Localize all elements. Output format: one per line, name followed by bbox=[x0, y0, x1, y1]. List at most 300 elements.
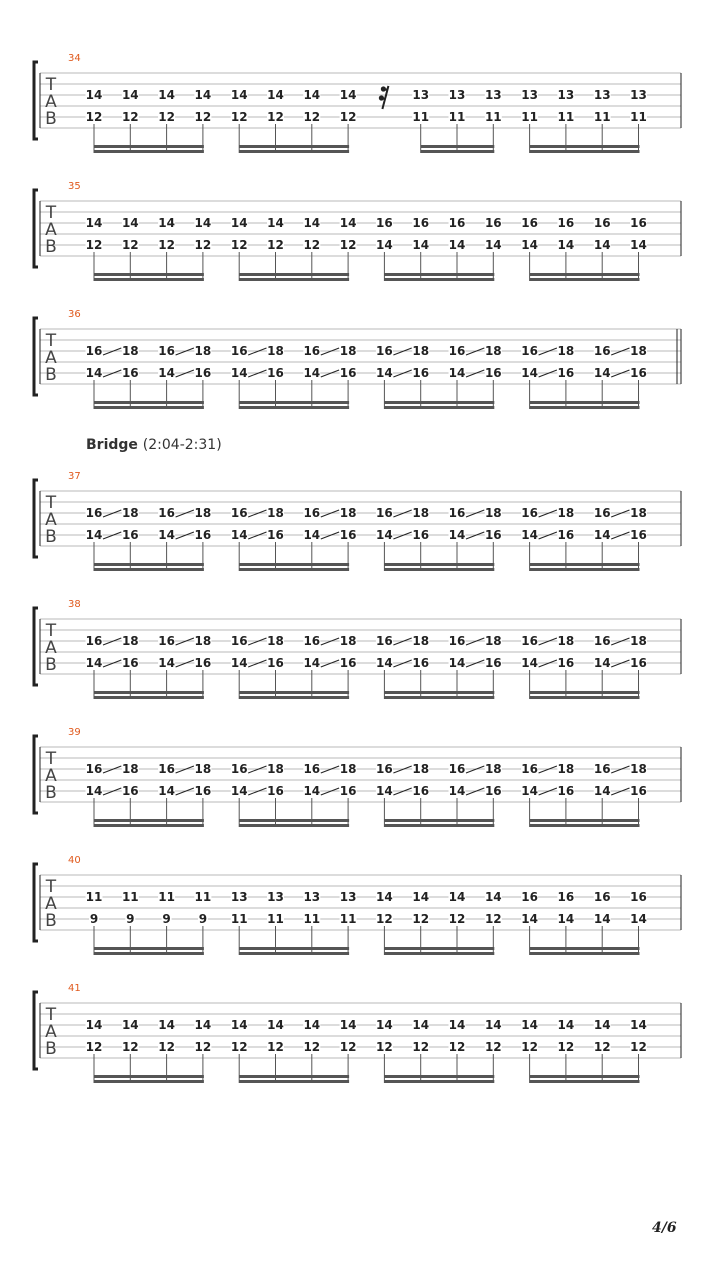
beam bbox=[384, 406, 494, 409]
fret-number: 16 bbox=[194, 528, 212, 542]
beam bbox=[384, 1080, 494, 1083]
tab-system bbox=[34, 855, 681, 955]
measure-number: 38 bbox=[68, 599, 81, 610]
fret-number: 13 bbox=[521, 88, 538, 102]
fret-number: 14 bbox=[121, 216, 139, 230]
tab-clef-b: B bbox=[45, 365, 57, 385]
fret-number: 14 bbox=[303, 216, 321, 230]
fret-number: 16 bbox=[85, 506, 103, 520]
beam bbox=[94, 1080, 204, 1083]
measure-number: 35 bbox=[68, 181, 81, 192]
fret-number: 14 bbox=[267, 1018, 284, 1032]
fret-number: 13 bbox=[339, 890, 357, 904]
fret-number: 14 bbox=[448, 238, 466, 252]
fret-number: 18 bbox=[339, 506, 357, 520]
fret-number: 16 bbox=[557, 890, 575, 904]
fret-number: 13 bbox=[557, 88, 575, 102]
beam bbox=[530, 691, 640, 694]
fret-number: 14 bbox=[593, 366, 611, 380]
fret-number: 14 bbox=[448, 1018, 466, 1032]
fret-number: 11 bbox=[85, 890, 103, 904]
tab-system bbox=[34, 181, 681, 281]
fret-number: 14 bbox=[267, 216, 284, 230]
fret-number: 16 bbox=[484, 528, 502, 542]
system-bracket bbox=[34, 62, 38, 139]
beam bbox=[239, 401, 349, 404]
tab-clef-b: B bbox=[45, 783, 57, 803]
fret-number: 16 bbox=[521, 506, 538, 520]
fret-number: 12 bbox=[339, 1040, 357, 1054]
fret-number: 12 bbox=[158, 238, 175, 252]
measure-number: 41 bbox=[68, 983, 81, 994]
fret-number: 18 bbox=[484, 506, 502, 520]
fret-number: 16 bbox=[230, 506, 248, 520]
fret-number: 11 bbox=[121, 890, 139, 904]
tab-clef-b: B bbox=[45, 527, 57, 547]
fret-number: 14 bbox=[339, 88, 357, 102]
beam bbox=[384, 273, 494, 276]
fret-number: 16 bbox=[339, 366, 357, 380]
fret-number: 14 bbox=[303, 784, 321, 798]
fret-number: 16 bbox=[521, 216, 538, 230]
beam bbox=[239, 406, 349, 409]
beam bbox=[94, 278, 204, 281]
beam bbox=[94, 568, 204, 571]
fret-number: 16 bbox=[376, 344, 393, 358]
fret-number: 14 bbox=[412, 1018, 430, 1032]
tab-clef-a: A bbox=[45, 348, 57, 368]
fret-number: 14 bbox=[521, 528, 538, 542]
tab-system bbox=[34, 599, 681, 699]
fret-number: 14 bbox=[376, 784, 393, 798]
fret-number: 12 bbox=[194, 1040, 212, 1054]
fret-number: 12 bbox=[230, 238, 248, 252]
beam bbox=[530, 563, 640, 566]
fret-number: 11 bbox=[303, 912, 321, 926]
system-bracket bbox=[34, 736, 38, 813]
fret-number: 12 bbox=[448, 912, 466, 926]
fret-number: 13 bbox=[303, 890, 321, 904]
fret-number: 16 bbox=[303, 762, 321, 776]
fret-number: 18 bbox=[412, 634, 430, 648]
measure-number: 34 bbox=[68, 53, 81, 64]
beam bbox=[239, 150, 349, 153]
fret-number: 14 bbox=[230, 366, 248, 380]
fret-number: 14 bbox=[230, 784, 248, 798]
fret-number: 18 bbox=[484, 344, 502, 358]
beam bbox=[239, 1075, 349, 1078]
fret-number: 12 bbox=[121, 1040, 139, 1054]
fret-number: 16 bbox=[448, 216, 466, 230]
fret-number: 14 bbox=[230, 656, 248, 670]
tab-system bbox=[34, 727, 681, 827]
fret-number: 16 bbox=[85, 634, 103, 648]
fret-number: 11 bbox=[557, 110, 575, 124]
fret-number: 12 bbox=[376, 1040, 393, 1054]
beam bbox=[384, 401, 494, 404]
tab-clef-b: B bbox=[45, 655, 57, 675]
fret-number: 14 bbox=[521, 366, 538, 380]
system-bracket bbox=[34, 992, 38, 1069]
fret-number: 14 bbox=[593, 238, 611, 252]
fret-number: 14 bbox=[521, 784, 538, 798]
fret-number: 14 bbox=[303, 1018, 321, 1032]
fret-number: 12 bbox=[303, 238, 321, 252]
beam bbox=[530, 952, 640, 955]
fret-number: 14 bbox=[593, 528, 611, 542]
fret-number: 18 bbox=[412, 344, 430, 358]
fret-number: 14 bbox=[557, 1018, 575, 1032]
beam bbox=[94, 819, 204, 822]
beam bbox=[384, 1075, 494, 1078]
fret-number: 12 bbox=[121, 238, 139, 252]
fret-number: 18 bbox=[630, 344, 647, 358]
fret-number: 14 bbox=[376, 528, 393, 542]
fret-number: 14 bbox=[376, 366, 393, 380]
fret-number: 18 bbox=[121, 506, 139, 520]
beam bbox=[94, 406, 204, 409]
fret-number: 14 bbox=[230, 528, 248, 542]
beam bbox=[94, 150, 204, 153]
beam bbox=[384, 278, 494, 281]
fret-number: 16 bbox=[448, 762, 466, 776]
fret-number: 14 bbox=[412, 238, 430, 252]
measure-number: 39 bbox=[68, 727, 81, 738]
fret-number: 16 bbox=[412, 656, 430, 670]
tab-system bbox=[34, 309, 681, 409]
tab-clef-a: A bbox=[45, 766, 57, 786]
fret-number: 14 bbox=[158, 88, 175, 102]
fret-number: 11 bbox=[267, 912, 284, 926]
fret-number: 16 bbox=[85, 762, 103, 776]
beam bbox=[421, 150, 495, 153]
fret-number: 12 bbox=[158, 1040, 175, 1054]
fret-number: 14 bbox=[158, 366, 175, 380]
fret-number: 14 bbox=[158, 784, 175, 798]
fret-number: 14 bbox=[85, 216, 103, 230]
fret-number: 16 bbox=[85, 344, 103, 358]
beam bbox=[239, 819, 349, 822]
fret-number: 11 bbox=[593, 110, 611, 124]
fret-number: 16 bbox=[521, 890, 538, 904]
section-title bbox=[86, 437, 222, 453]
fret-number: 14 bbox=[630, 238, 647, 252]
beam bbox=[421, 145, 495, 148]
beam bbox=[530, 824, 640, 827]
fret-number: 12 bbox=[484, 1040, 502, 1054]
fret-number: 14 bbox=[448, 890, 466, 904]
fret-number: 18 bbox=[339, 634, 357, 648]
beam bbox=[239, 145, 349, 148]
fret-number: 18 bbox=[339, 344, 357, 358]
fret-number: 9 bbox=[89, 912, 99, 926]
fret-number: 13 bbox=[412, 88, 430, 102]
fret-number: 18 bbox=[194, 344, 212, 358]
fret-number: 18 bbox=[267, 634, 284, 648]
fret-number: 11 bbox=[630, 110, 647, 124]
fret-number: 14 bbox=[484, 1018, 502, 1032]
fret-number: 16 bbox=[557, 216, 575, 230]
fret-number: 14 bbox=[303, 528, 321, 542]
fret-number: 14 bbox=[121, 1018, 139, 1032]
fret-number: 16 bbox=[158, 344, 175, 358]
fret-number: 12 bbox=[230, 110, 248, 124]
fret-number: 16 bbox=[158, 762, 175, 776]
fret-number: 12 bbox=[376, 912, 393, 926]
beam bbox=[384, 563, 494, 566]
fret-number: 12 bbox=[339, 238, 357, 252]
tab-clef-t: T bbox=[45, 75, 57, 95]
beam bbox=[94, 824, 204, 827]
beam bbox=[384, 568, 494, 571]
fret-number: 14 bbox=[557, 238, 575, 252]
beam bbox=[94, 563, 204, 566]
fret-number: 14 bbox=[521, 238, 538, 252]
fret-number: 16 bbox=[230, 344, 248, 358]
beam bbox=[239, 824, 349, 827]
fret-number: 14 bbox=[303, 88, 321, 102]
fret-number: 14 bbox=[376, 656, 393, 670]
fret-number: 14 bbox=[593, 912, 611, 926]
measure-number: 36 bbox=[68, 309, 81, 320]
fret-number: 12 bbox=[303, 1040, 321, 1054]
fret-number: 16 bbox=[448, 506, 466, 520]
measure-number: 40 bbox=[68, 855, 81, 866]
beam bbox=[94, 947, 204, 950]
fret-number: 16 bbox=[593, 762, 611, 776]
fret-number: 14 bbox=[194, 1018, 212, 1032]
fret-number: 16 bbox=[521, 762, 538, 776]
fret-number: 16 bbox=[158, 506, 175, 520]
section-time: (2:04-2:31) bbox=[142, 437, 222, 453]
tab-clef-b: B bbox=[45, 1039, 57, 1059]
beam bbox=[530, 145, 640, 148]
fret-number: 16 bbox=[121, 528, 139, 542]
fret-number: 16 bbox=[630, 528, 647, 542]
fret-number: 16 bbox=[303, 634, 321, 648]
fret-number: 9 bbox=[126, 912, 135, 926]
fret-number: 14 bbox=[376, 1018, 393, 1032]
fret-number: 12 bbox=[85, 238, 103, 252]
fret-number: 14 bbox=[448, 528, 466, 542]
system-bracket bbox=[34, 608, 38, 685]
fret-number: 12 bbox=[484, 912, 502, 926]
fret-number: 18 bbox=[557, 506, 575, 520]
fret-number: 16 bbox=[194, 656, 212, 670]
tab-system bbox=[34, 983, 681, 1083]
fret-number: 14 bbox=[339, 1018, 357, 1032]
beam bbox=[530, 401, 640, 404]
fret-number: 13 bbox=[593, 88, 611, 102]
tab-clef-b: B bbox=[45, 911, 57, 931]
fret-number: 13 bbox=[484, 88, 502, 102]
beam bbox=[384, 824, 494, 827]
fret-number: 11 bbox=[158, 890, 175, 904]
fret-number: 16 bbox=[303, 344, 321, 358]
fret-number: 14 bbox=[557, 912, 575, 926]
fret-number: 16 bbox=[376, 634, 393, 648]
fret-number: 14 bbox=[85, 366, 103, 380]
fret-number: 18 bbox=[194, 762, 212, 776]
section-name: Bridge bbox=[86, 437, 138, 453]
fret-number: 14 bbox=[521, 656, 538, 670]
fret-number: 18 bbox=[557, 634, 575, 648]
system-bracket bbox=[34, 190, 38, 267]
fret-number: 14 bbox=[593, 1018, 611, 1032]
fret-number: 16 bbox=[593, 216, 611, 230]
beam bbox=[239, 691, 349, 694]
fret-number: 11 bbox=[339, 912, 357, 926]
fret-number: 16 bbox=[630, 656, 647, 670]
fret-number: 16 bbox=[557, 784, 575, 798]
system-bracket bbox=[34, 864, 38, 941]
fret-number: 9 bbox=[198, 912, 208, 926]
fret-number: 11 bbox=[484, 110, 502, 124]
fret-number: 18 bbox=[267, 344, 284, 358]
fret-number: 12 bbox=[412, 1040, 430, 1054]
fret-number: 16 bbox=[593, 506, 611, 520]
fret-number: 13 bbox=[230, 890, 248, 904]
tab-clef-b: B bbox=[45, 109, 57, 129]
fret-number: 16 bbox=[376, 506, 393, 520]
tab-clef-a: A bbox=[45, 1022, 57, 1042]
fret-number: 14 bbox=[484, 890, 502, 904]
fret-number: 14 bbox=[448, 366, 466, 380]
tab-clef-b: B bbox=[45, 237, 57, 257]
fret-number: 14 bbox=[448, 784, 466, 798]
fret-number: 13 bbox=[630, 88, 647, 102]
fret-number: 16 bbox=[339, 784, 357, 798]
beam bbox=[94, 401, 204, 404]
beam bbox=[239, 947, 349, 950]
beam bbox=[239, 696, 349, 699]
fret-number: 14 bbox=[158, 1018, 175, 1032]
tab-clef-t: T bbox=[45, 1005, 57, 1025]
measure-number: 37 bbox=[68, 471, 81, 482]
fret-number: 14 bbox=[194, 216, 212, 230]
tab-clef-a: A bbox=[45, 894, 57, 914]
fret-number: 11 bbox=[230, 912, 248, 926]
fret-number: 16 bbox=[593, 344, 611, 358]
tab-clef-t: T bbox=[45, 877, 57, 897]
fret-number: 18 bbox=[412, 506, 430, 520]
beam bbox=[530, 1075, 640, 1078]
fret-number: 16 bbox=[230, 762, 248, 776]
fret-number: 14 bbox=[158, 216, 175, 230]
beam bbox=[384, 819, 494, 822]
tab-clef-a: A bbox=[45, 220, 57, 240]
fret-number: 12 bbox=[267, 238, 284, 252]
fret-number: 16 bbox=[630, 366, 647, 380]
fret-number: 14 bbox=[194, 88, 212, 102]
beam bbox=[239, 563, 349, 566]
system-bracket bbox=[34, 480, 38, 557]
fret-number: 16 bbox=[412, 366, 430, 380]
fret-number: 12 bbox=[593, 1040, 611, 1054]
fret-number: 18 bbox=[484, 634, 502, 648]
fret-number: 16 bbox=[121, 784, 139, 798]
fret-number: 14 bbox=[85, 88, 103, 102]
beam bbox=[530, 273, 640, 276]
fret-number: 18 bbox=[630, 762, 647, 776]
fret-number: 12 bbox=[230, 1040, 248, 1054]
fret-number: 14 bbox=[448, 656, 466, 670]
fret-number: 12 bbox=[85, 1040, 103, 1054]
tab-clef-t: T bbox=[45, 621, 57, 641]
fret-number: 12 bbox=[158, 110, 175, 124]
beam bbox=[530, 1080, 640, 1083]
fret-number: 18 bbox=[630, 634, 647, 648]
fret-number: 16 bbox=[630, 216, 647, 230]
fret-number: 16 bbox=[158, 634, 175, 648]
fret-number: 16 bbox=[267, 366, 284, 380]
fret-number: 18 bbox=[267, 506, 284, 520]
beam bbox=[239, 278, 349, 281]
fret-number: 16 bbox=[267, 784, 284, 798]
fret-number: 14 bbox=[521, 1018, 538, 1032]
tab-clef-t: T bbox=[45, 493, 57, 513]
fret-number: 18 bbox=[121, 762, 139, 776]
fret-number: 12 bbox=[267, 1040, 284, 1054]
fret-number: 14 bbox=[339, 216, 357, 230]
fret-number: 14 bbox=[230, 1018, 248, 1032]
fret-number: 16 bbox=[521, 344, 538, 358]
fret-number: 12 bbox=[412, 912, 430, 926]
tab-system bbox=[34, 471, 681, 571]
beam bbox=[94, 952, 204, 955]
fret-number: 14 bbox=[303, 366, 321, 380]
fret-number: 18 bbox=[630, 506, 647, 520]
fret-number: 16 bbox=[448, 634, 466, 648]
fret-number: 16 bbox=[521, 634, 538, 648]
fret-number: 14 bbox=[630, 912, 647, 926]
fret-number: 16 bbox=[267, 656, 284, 670]
fret-number: 16 bbox=[339, 656, 357, 670]
fret-number: 14 bbox=[85, 784, 103, 798]
fret-number: 18 bbox=[412, 762, 430, 776]
fret-number: 12 bbox=[448, 1040, 466, 1054]
fret-number: 18 bbox=[194, 634, 212, 648]
beam bbox=[239, 273, 349, 276]
fret-number: 12 bbox=[194, 238, 212, 252]
fret-number: 14 bbox=[303, 656, 321, 670]
fret-number: 16 bbox=[194, 366, 212, 380]
page-number: 4/6 bbox=[652, 1220, 677, 1236]
beam bbox=[239, 1080, 349, 1083]
fret-number: 14 bbox=[630, 1018, 647, 1032]
fret-number: 12 bbox=[267, 110, 284, 124]
beam bbox=[530, 278, 640, 281]
fret-number: 14 bbox=[376, 238, 393, 252]
tab-system bbox=[34, 53, 681, 153]
tab-clef-a: A bbox=[45, 92, 57, 112]
fret-number: 12 bbox=[521, 1040, 538, 1054]
fret-number: 12 bbox=[85, 110, 103, 124]
fret-number: 16 bbox=[448, 344, 466, 358]
fret-number: 14 bbox=[521, 912, 538, 926]
fret-number: 13 bbox=[448, 88, 466, 102]
fret-number: 12 bbox=[121, 110, 139, 124]
fret-number: 16 bbox=[412, 528, 430, 542]
fret-number: 16 bbox=[376, 762, 393, 776]
fret-number: 16 bbox=[339, 528, 357, 542]
beam bbox=[94, 1075, 204, 1078]
beam bbox=[94, 691, 204, 694]
fret-number: 14 bbox=[593, 784, 611, 798]
fret-number: 16 bbox=[557, 528, 575, 542]
fret-number: 9 bbox=[162, 912, 171, 926]
fret-number: 18 bbox=[121, 634, 139, 648]
